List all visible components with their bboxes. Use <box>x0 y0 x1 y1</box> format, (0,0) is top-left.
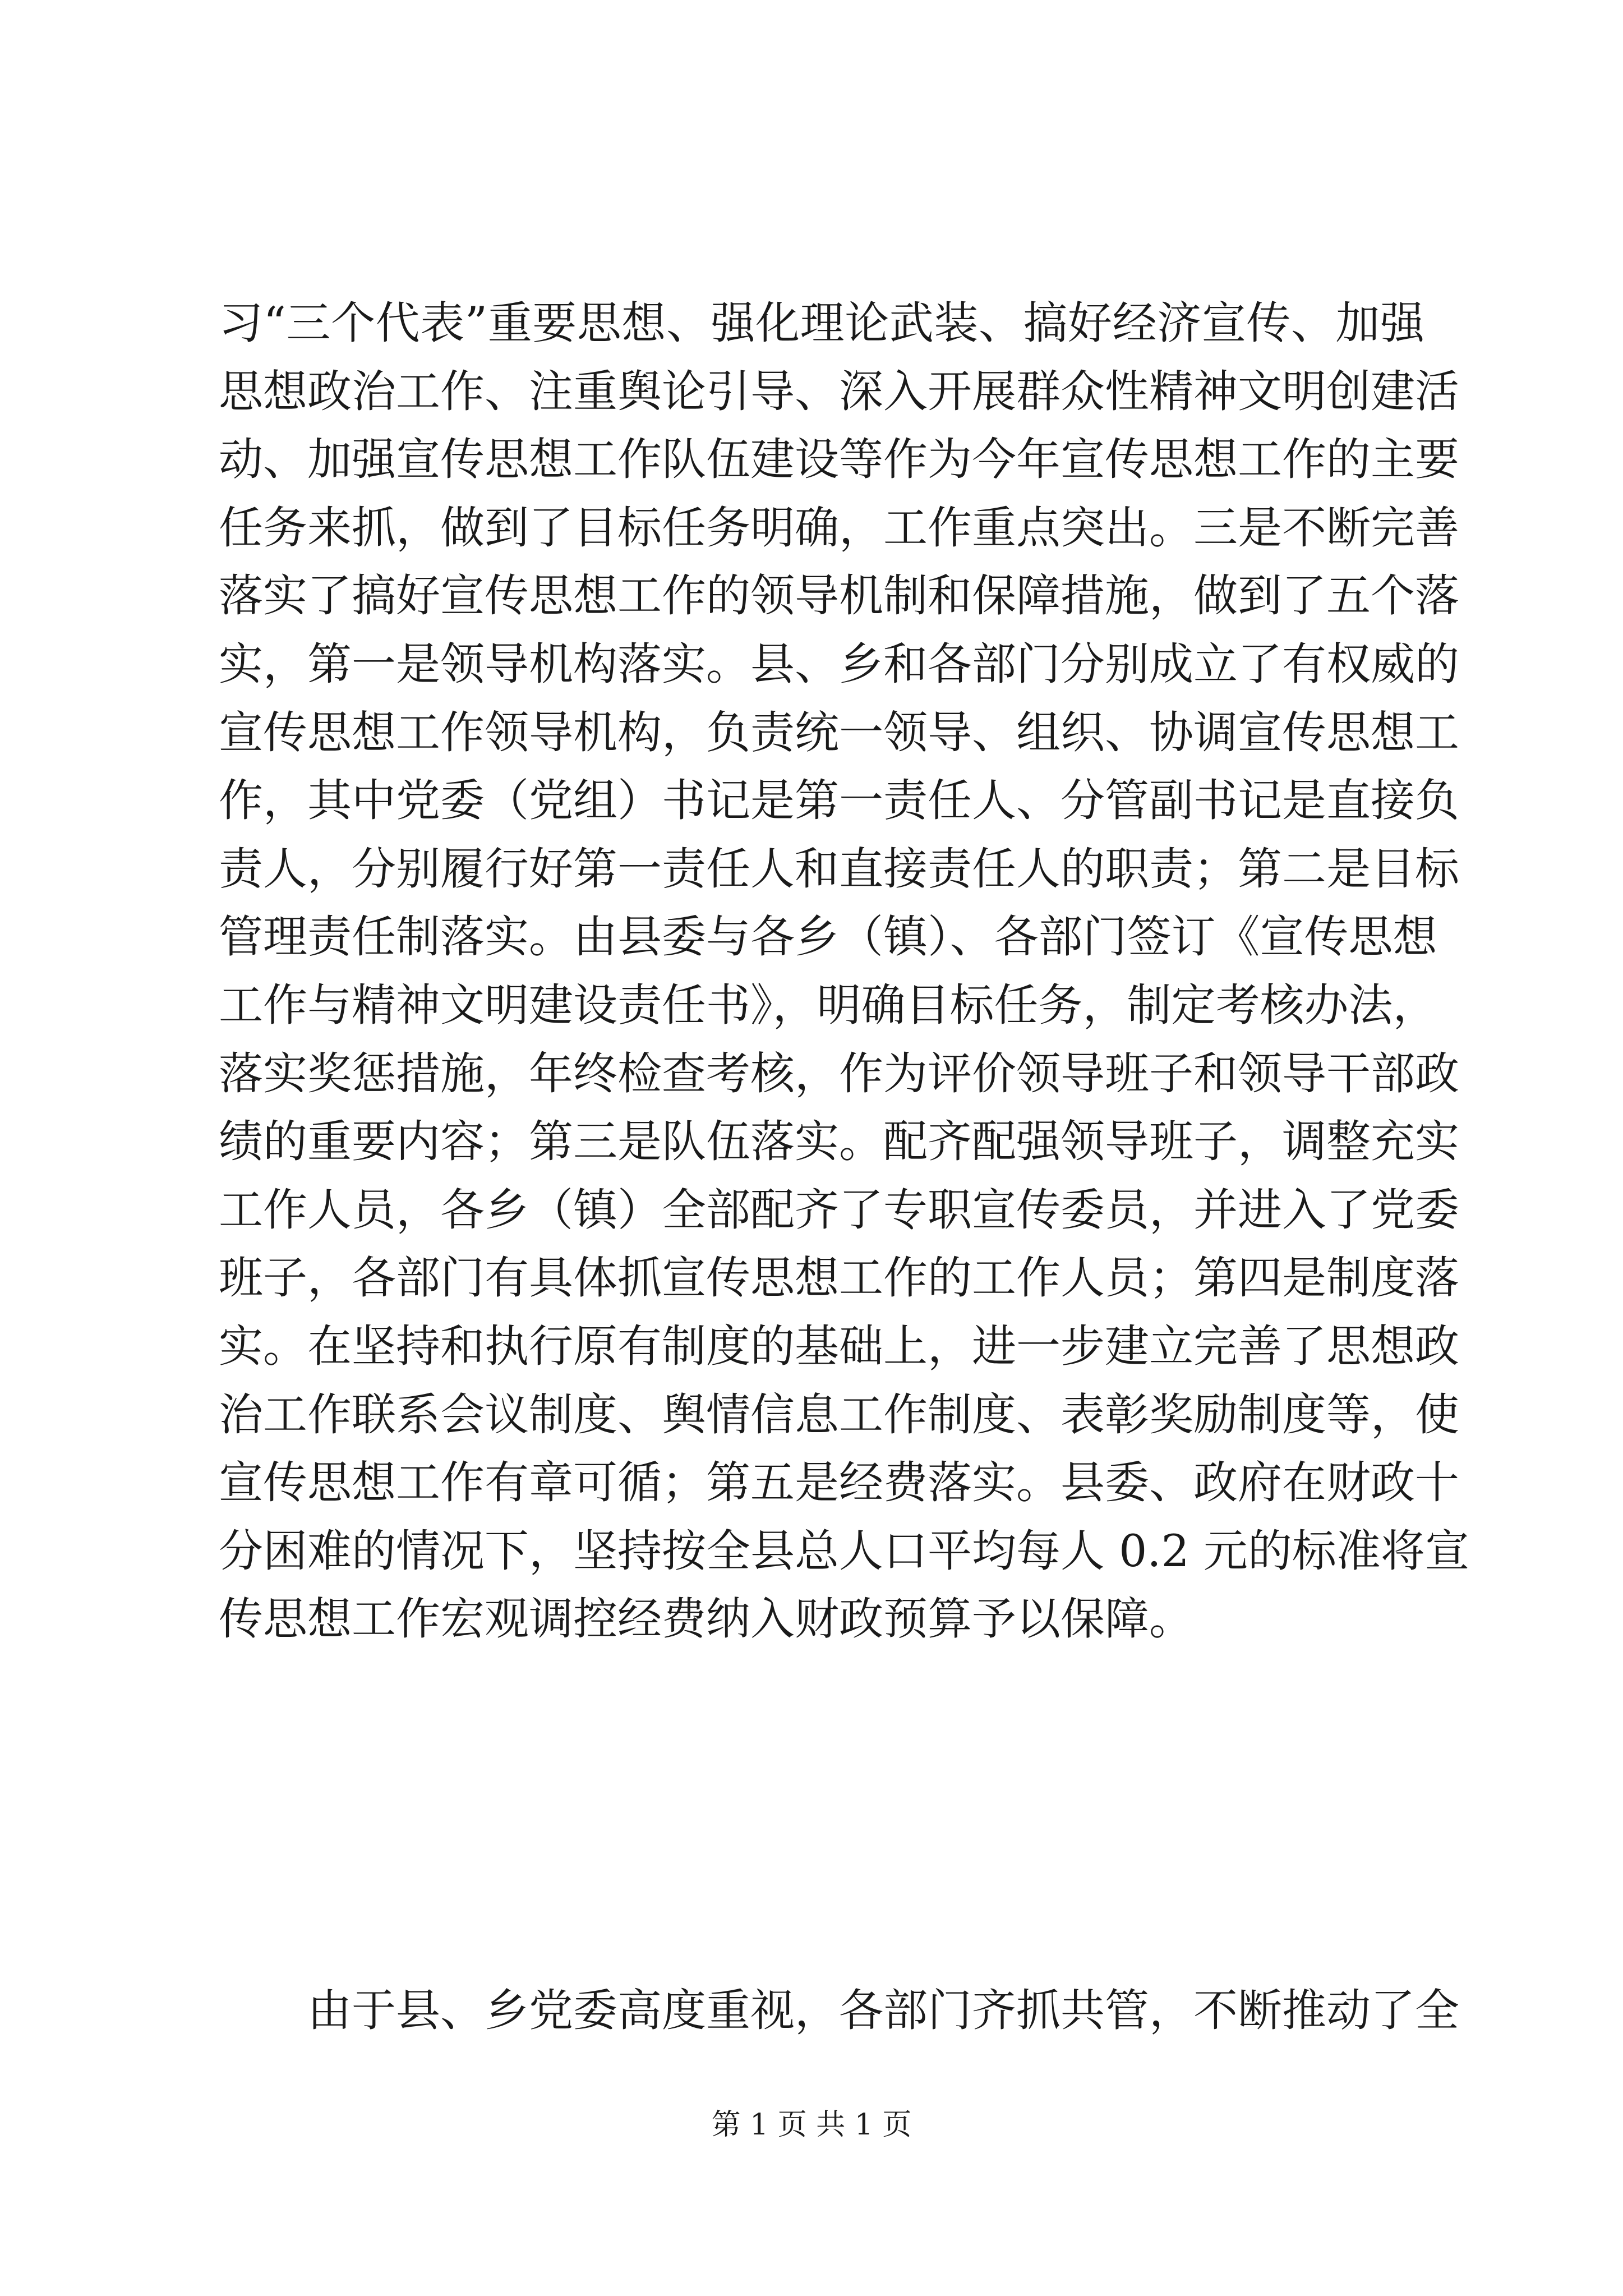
text-line: 习“三个代表”重要思想、强化理论武装、搞好经济宣传、加强 <box>219 297 1424 349</box>
text-line: 宣传思想工作有章可循；第五是经费落实。县委、政府在财政十 <box>219 1457 1459 1509</box>
text-line: 绩的重要内容；第三是队伍落实。配齐配强领导班子，调整充实 <box>219 1116 1459 1168</box>
text-line: 宣传思想工作领导机构，负责统一领导、组织、协调宣传思想工 <box>219 706 1459 758</box>
text-line: 落实了搞好宣传思想工作的领导机制和保障措施，做到了五个落 <box>219 570 1459 622</box>
text-line: 作，其中党委（党组）书记是第一责任人、分管副书记是直接负 <box>219 775 1459 827</box>
text-line: 动、加强宣传思想工作队伍建设等作为今年宣传思想工作的主要 <box>219 434 1459 486</box>
text-line: 由于县、乡党委高度重视，各部门齐抓共管，不断推动了全 <box>307 1985 1459 2036</box>
page-footer <box>0 2108 1623 2142</box>
text-line: 管理责任制落实。由县委与各乡（镇）、各部门签订《宣传思想 <box>219 911 1437 963</box>
text-line: 实，第一是领导机构落实。县、乡和各部门分别成立了有权威的 <box>219 638 1459 690</box>
paragraph-1 <box>219 289 1469 1654</box>
text-line: 思想政治工作、注重舆论引导、深入开展群众性精神文明创建活 <box>219 365 1459 417</box>
text-line: 工作与精神文明建设责任书》，明确目标任务，制定考核办法， <box>219 979 1437 1031</box>
text-line: 工作人员，各乡（镇）全部配齐了专职宣传委员，并进入了党委 <box>219 1184 1459 1236</box>
text-line: 治工作联系会议制度、舆情信息工作制度、表彰奖励制度等，使 <box>219 1388 1459 1441</box>
text-line: 实。在坚持和执行原有制度的基础上，进一步建立完善了思想政 <box>219 1320 1459 1372</box>
text-line: 责人，分别履行好第一责任人和直接责任人的职责；第二是目标 <box>219 843 1459 895</box>
text-line: 班子，各部门有具体抓宣传思想工作的工作人员；第四是制度落 <box>219 1252 1459 1304</box>
paragraph-2 <box>219 1977 1459 2045</box>
text-line: 传思想工作宏观调控经费纳入财政预算予以保障。 <box>219 1593 1193 1645</box>
page-number: 第 1 页 共 1 页 <box>711 2108 912 2142</box>
text-line: 分困难的情况下，坚持按全县总人口平均每人 0.2 元的标准将宣 <box>219 1525 1469 1577</box>
text-line: 任务来抓，做到了目标任务明确，工作重点突出。三是不断完善 <box>219 501 1459 554</box>
text-line: 落实奖惩措施，年终检查考核，作为评价领导班子和领导干部政 <box>219 1047 1459 1099</box>
